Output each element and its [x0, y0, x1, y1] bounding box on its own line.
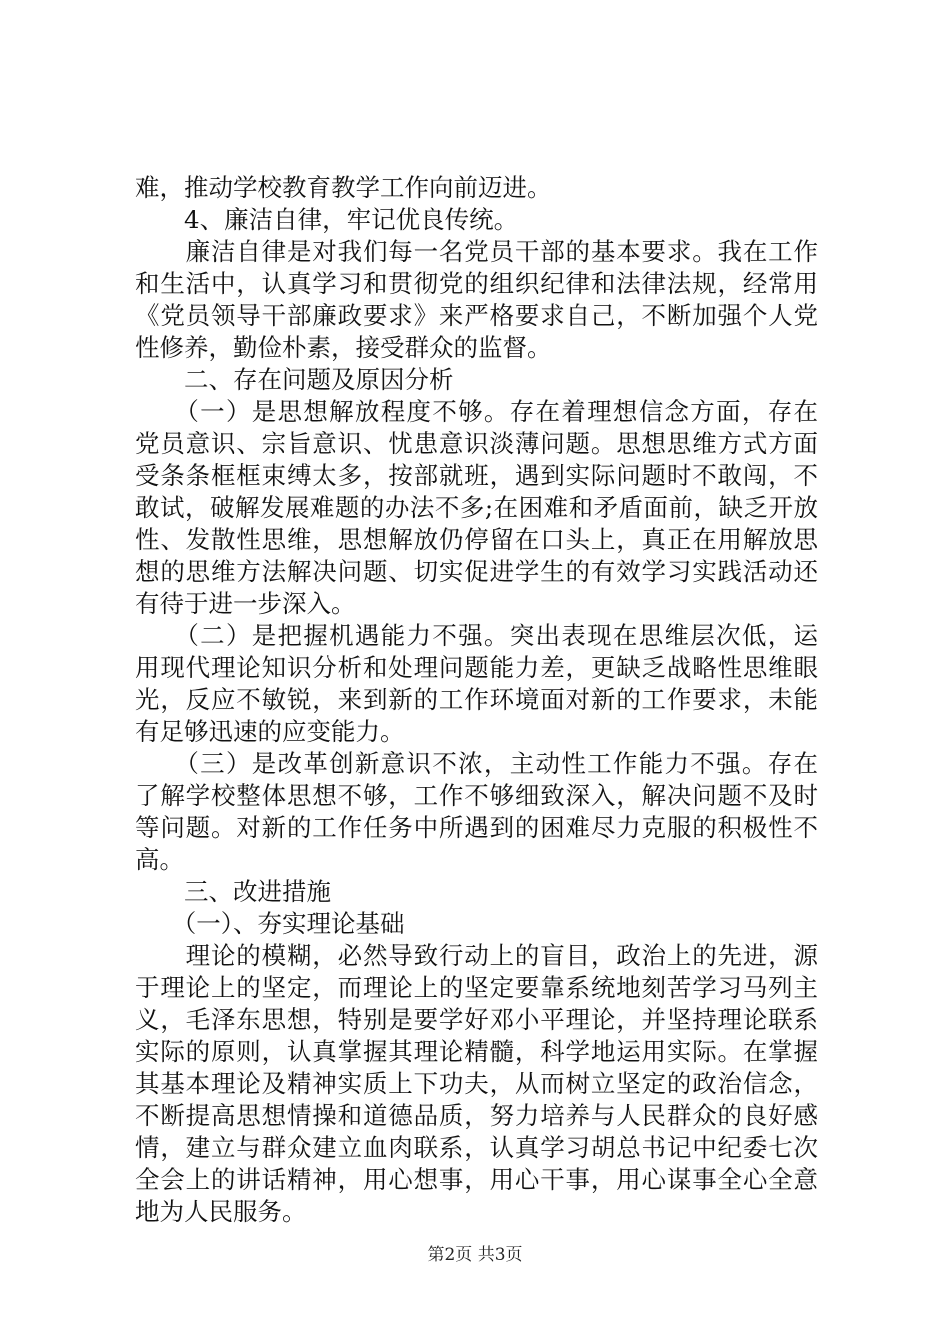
body-text-line: 性、发散性思维，思想解放仍停留在口头上，真正在用解放思 — [135, 525, 818, 554]
section-heading: 三、改进措施 — [135, 877, 331, 906]
body-text-line: 高。 — [135, 845, 184, 874]
body-text-line: 情，建立与群众建立血肉联系，认真学习胡总书记中纪委七次 — [135, 1133, 818, 1162]
body-text-line: 了解学校整体思想不够，工作不够细致深入，解决问题不及时 — [135, 781, 818, 810]
body-text-line: （二）是把握机遇能力不强。突出表现在思维层次低，运 — [135, 621, 818, 650]
body-text-line: 敢试，破解发展难题的办法不多;在困难和矛盾面前，缺乏开放 — [135, 493, 818, 522]
body-text-line: （三）是改革创新意识不浓，主动性工作能力不强。存在 — [135, 749, 818, 778]
body-text-line: 党员意识、宗旨意识、忧患意识淡薄问题。思想思维方式方面 — [135, 429, 818, 458]
body-text-line: 光，反应不敏锐，来到新的工作环境面对新的工作要求，未能 — [135, 685, 818, 714]
subsection-heading: （一）、夯实理论基础 — [135, 909, 405, 938]
body-text-line: 有足够迅速的应变能力。 — [135, 717, 405, 746]
body-text-line: 于理论上的坚定，而理论上的坚定要靠系统地刻苦学习马列主 — [135, 973, 818, 1002]
body-text-line: 义，毛泽东思想，特别是要学好邓小平理论，并坚持理论联系 — [135, 1005, 818, 1034]
body-text-line: （一）是思想解放程度不够。存在着理想信念方面，存在 — [135, 397, 818, 426]
body-text-line: 受条条框框束缚太多，按部就班，遇到实际问题时不敢闯，不 — [135, 461, 818, 490]
body-text-line: 实际的原则，认真掌握其理论精髓，科学地运用实际。在掌握 — [135, 1037, 818, 1066]
body-text-line: 地为人民服务。 — [135, 1197, 307, 1226]
body-text-line: 廉洁自律是对我们每一名党员干部的基本要求。我在工作 — [135, 237, 818, 266]
body-text-line: 想的思维方法解决问题、切实促进学生的有效学习实践活动还 — [135, 557, 818, 586]
body-text-line: 4、廉洁自律，牢记优良传统。 — [135, 205, 519, 234]
body-text-line: 等问题。对新的工作任务中所遇到的困难尽力克服的积极性不 — [135, 813, 818, 842]
body-text-line: 难，推动学校教育教学工作向前迈进。 — [135, 173, 552, 202]
body-text-line: 全会上的讲话精神，用心想事，用心干事，用心谋事全心全意 — [135, 1165, 818, 1194]
body-text-line: 和生活中，认真学习和贯彻党的组织纪律和法律法规，经常用 — [135, 269, 818, 298]
body-text-line: 理论的模糊，必然导致行动上的盲目，政治上的先进，源 — [135, 941, 818, 970]
body-text-line: 《党员领导干部廉政要求》来严格要求自己，不断加强个人党 — [135, 301, 818, 330]
body-text-line: 不断提高思想情操和道德品质，努力培养与人民群众的良好感 — [135, 1101, 818, 1130]
body-text-line: 性修养，勤俭朴素，接受群众的监督。 — [135, 333, 552, 362]
body-text-line: 有待于进一步深入。 — [135, 589, 356, 618]
section-heading: 二、存在问题及原因分析 — [135, 365, 454, 394]
body-text-line: 用现代理论知识分析和处理问题能力差，更缺乏战略性思维眼 — [135, 653, 818, 682]
page-footer: 第2页 共3页 — [427, 1245, 523, 1265]
body-text-line: 其基本理论及精神实质上下功夫，从而树立坚定的政治信念， — [135, 1069, 818, 1098]
